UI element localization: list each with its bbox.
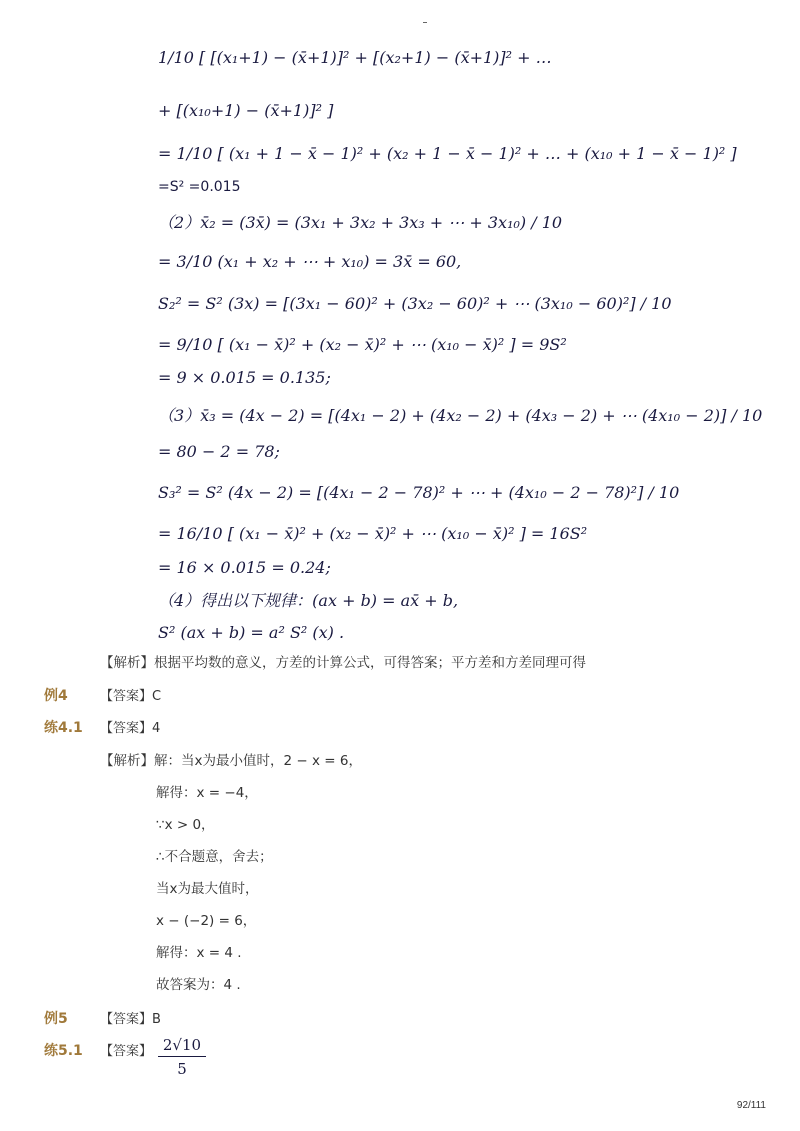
example-4-answer: 【答案】C — [100, 689, 162, 704]
analysis-2-line-8: 故答案为：4 . — [156, 977, 241, 993]
math-line-16: S² (ax + b) = a² S² (x) . — [158, 623, 345, 642]
math-line-9: = 9 × 0.015 = 0.135; — [158, 368, 331, 387]
analysis-2-line-1: 【解析】解：当x为最小值时，2 − x = 6， — [100, 753, 362, 769]
analysis-2-line-7: 解得：x = 4 . — [156, 945, 242, 961]
practice-4-1-answer: 【答案】4 — [100, 721, 161, 736]
example-5-label: 例5 — [44, 1011, 68, 1027]
analysis-2-line-2: 解得：x = −4， — [156, 785, 258, 801]
math-line-3: = 1/10 [ (x₁ + 1 − x̄ − 1)² + (x₂ + 1 − x̄ − 1)² + … + (x₁₀ + 1 − x̄ − 1)² ] — [158, 144, 737, 163]
fraction-denominator: 5 — [177, 1060, 187, 1078]
math-line-4: =S² =0.015 — [158, 179, 241, 195]
page-number: 92/111 — [736, 1100, 766, 1111]
analysis-2-line-4: ∴不合题意，舍去； — [156, 849, 273, 865]
example-5-answer: 【答案】B — [100, 1012, 161, 1027]
math-line-11: = 80 − 2 = 78; — [158, 442, 280, 461]
analysis-1: 【解析】根据平均数的意义，方差的计算公式，可得答案；平方差和方差同理可得 — [100, 655, 586, 671]
math-line-13: = 16/10 [ (x₁ − x̄)² + (x₂ − x̄)² + ⋯ (x₁₀ − x̄)² ] = 16S² — [158, 524, 588, 543]
example-4-label: 例4 — [44, 688, 68, 704]
analysis-2-line-5: 当x为最大值时， — [156, 881, 259, 897]
practice-5-1-label: 练5.1 — [44, 1043, 83, 1059]
math-line-5: （2）x̄₂ = (3x̄) = (3x₁ + 3x₂ + 3x₃ + ⋯ + 3x₁₀) / 10 — [158, 213, 563, 232]
math-line-2: + [(x₁₀+1) − (x̄+1)]² ] — [158, 101, 334, 120]
practice-5-1-answer-tag: 【答案】 — [100, 1044, 153, 1059]
math-line-14: = 16 × 0.015 = 0.24; — [158, 558, 331, 577]
analysis-2-line-3: ∵x > 0， — [156, 817, 215, 833]
practice-4-1-label: 练4.1 — [44, 720, 83, 736]
answer-fraction — [158, 1036, 206, 1078]
analysis-2-line-6: x − (−2) = 6， — [156, 913, 257, 929]
math-line-10: （3）x̄₃ = (4x − 2) = [(4x₁ − 2) + (4x₂ − 2) + (4x₃ − 2) + ⋯ (4x₁₀ − 2)] / 10 — [158, 406, 763, 425]
math-line-12: S₃² = S² (4x − 2) = [(4x₁ − 2 − 78)² + ⋯ + (4x₁₀ − 2 − 78)²] / 10 — [158, 483, 680, 502]
math-line-15: （4）得出以下规律：(ax + b) = ax̄ + b, — [158, 591, 459, 610]
math-line-8: = 9/10 [ (x₁ − x̄)² + (x₂ − x̄)² + ⋯ (x₁₀ − x̄)² ] = 9S² — [158, 335, 567, 354]
top-mark — [423, 22, 427, 23]
math-line-1: 1/10 [ [(x₁+1) − (x̄+1)]² + [(x₂+1) − (x̄+1)]² + … — [158, 48, 552, 67]
math-line-6: = 3/10 (x₁ + x₂ + ⋯ + x₁₀) = 3x̄ = 60, — [158, 252, 462, 271]
math-line-7: S₂² = S² (3x) = [(3x₁ − 60)² + (3x₂ − 60)² + ⋯ (3x₁₀ − 60)²] / 10 — [158, 294, 672, 313]
fraction-numerator: 2√10 — [162, 1036, 202, 1054]
